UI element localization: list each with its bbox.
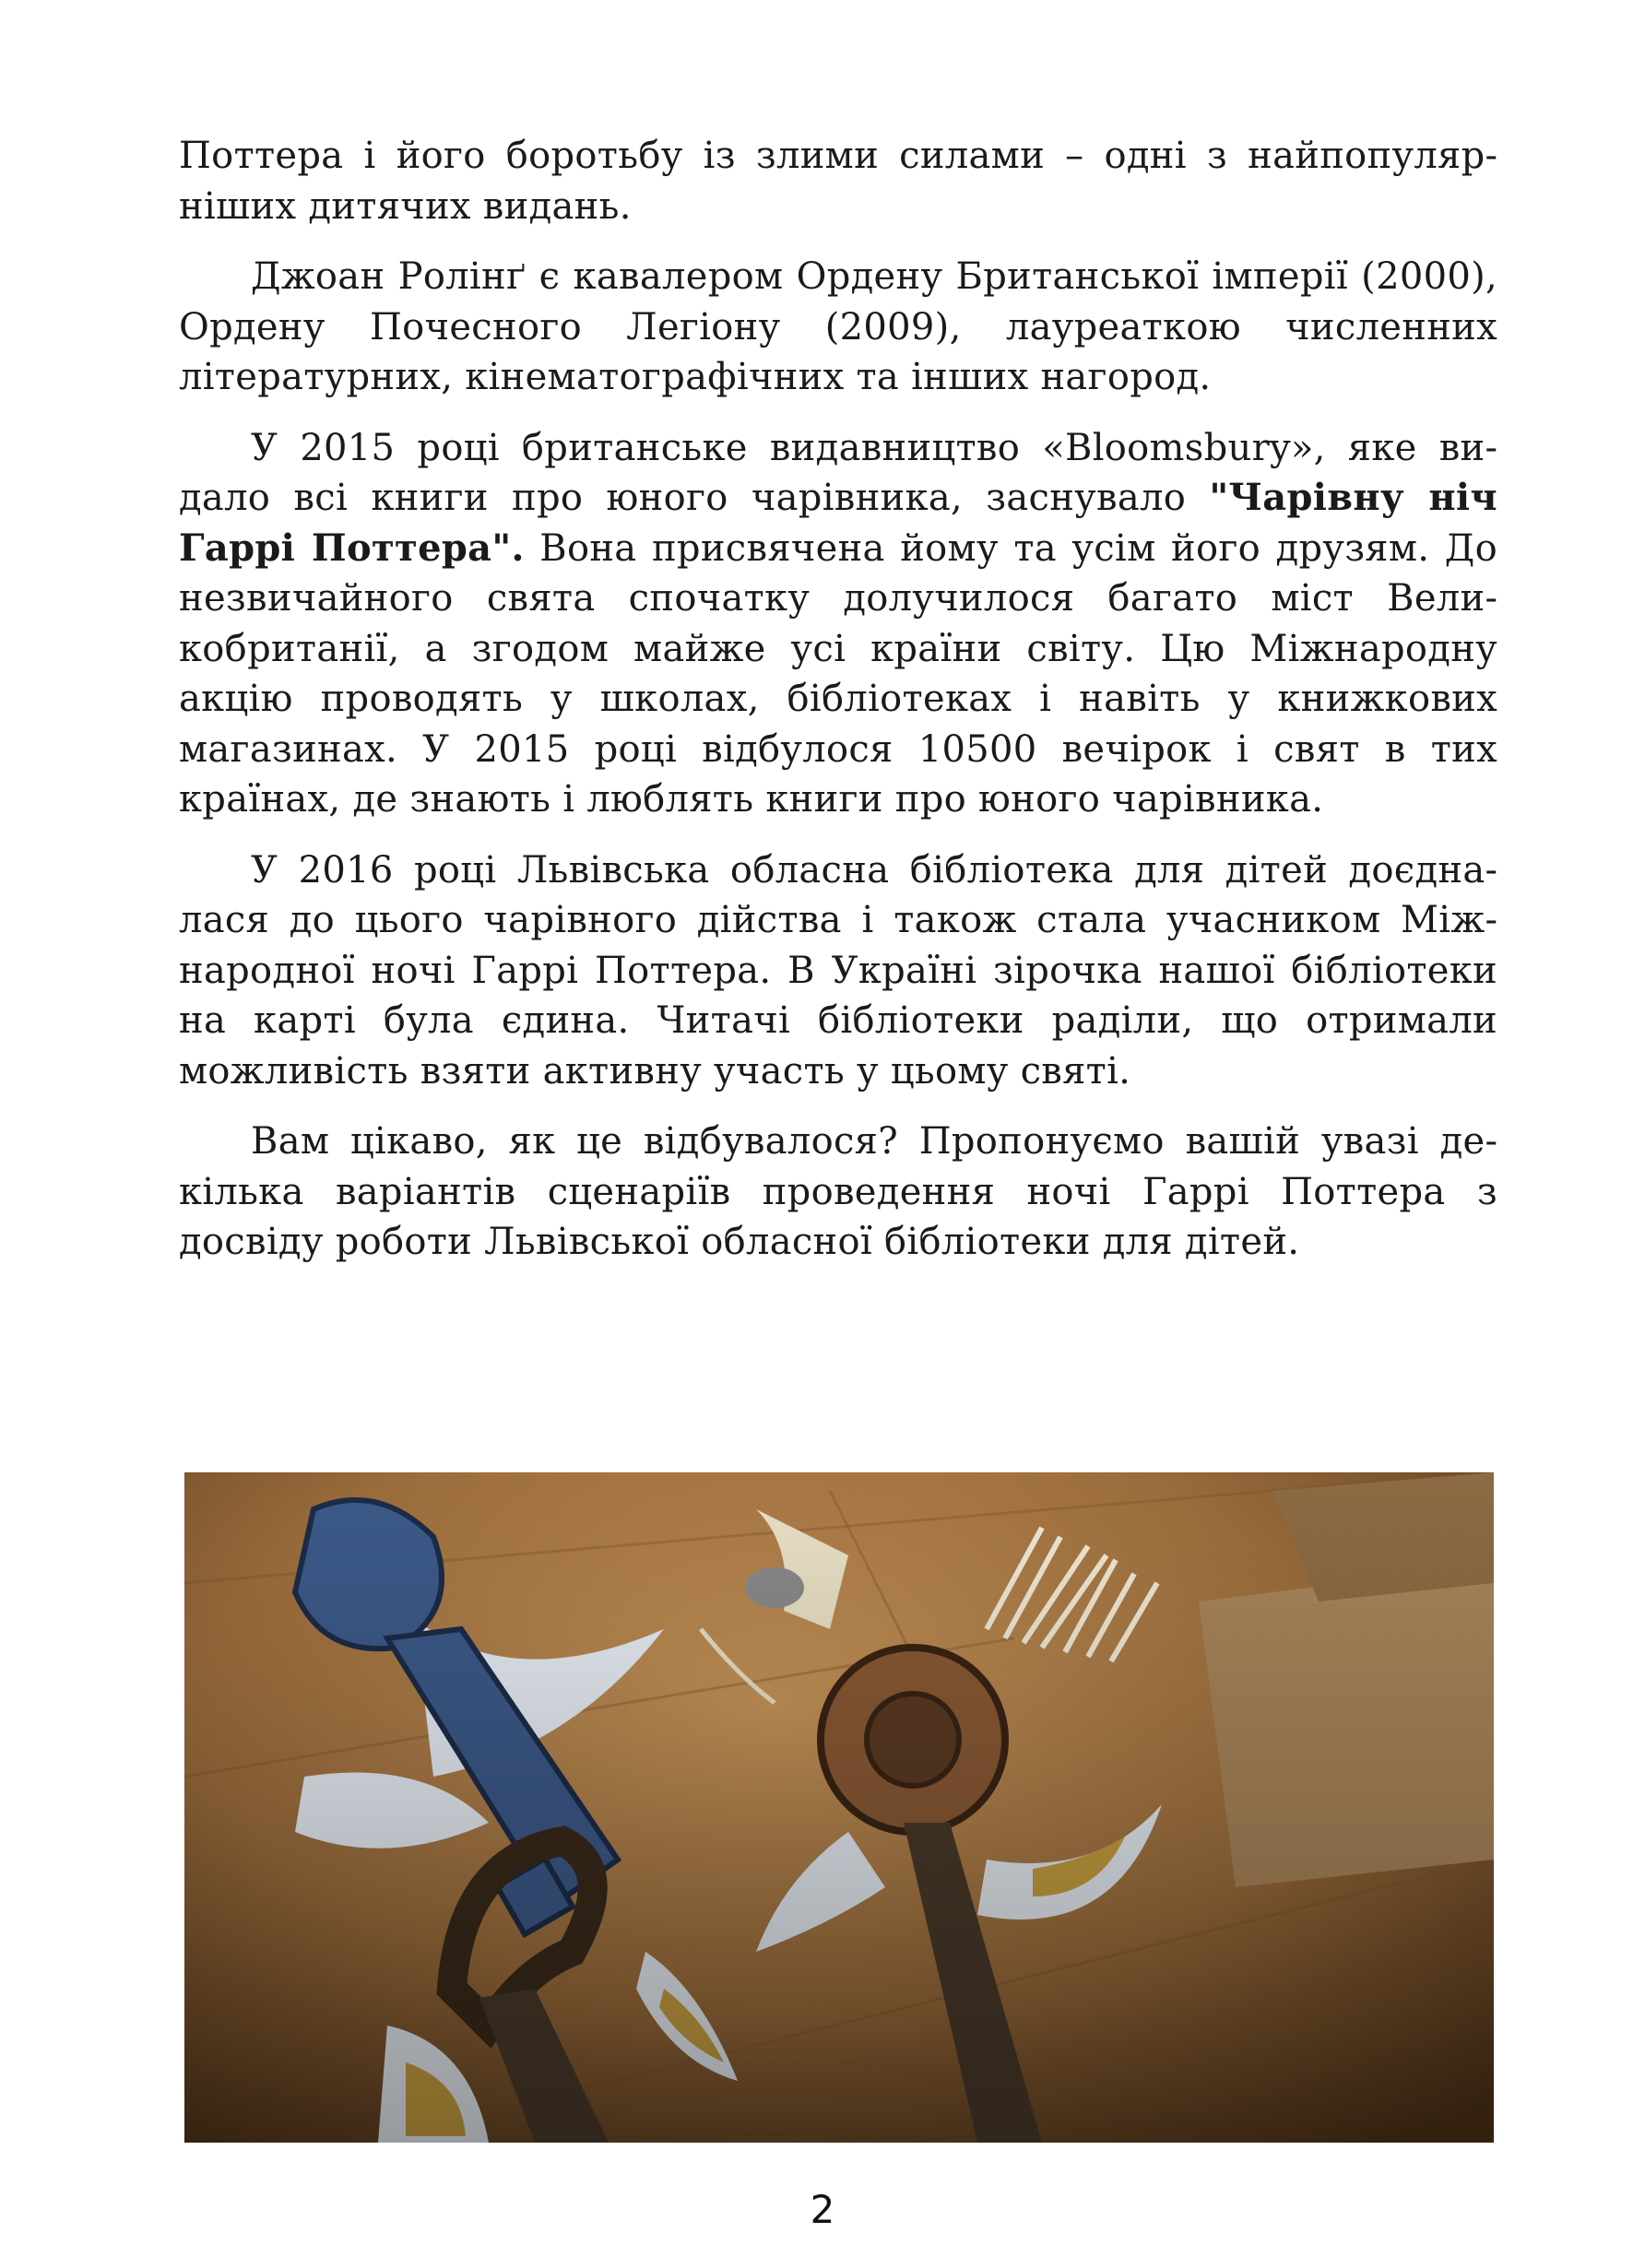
paragraph-3 [179, 423, 1497, 825]
body-text [179, 131, 1497, 1288]
paragraph-1: Поттера і його боротьбу із злими силами – одні з найпопулярніших дитячих видань. [179, 135, 1497, 228]
paragraph-4: У 2016 році Львівська обласна бібліотека для дітей доєдналася до цього чарівного дійства і також стала учасником Міжнародної ночі Гаррі Поттера. В Україні зірочка нашої бібліотеки на карті була єдина. Читачі бібліотеки раділи, що отримали можливість взяти активну участь у цьому святі. [179, 848, 1497, 1093]
paragraph-2: Джоан Ролінґ є кавалером Ордену Британської імперії (2000), Ордену Почесного Легіону (2009), лауреаткою численних літературних, кінематографічних та інших нагород. [179, 255, 1497, 398]
paragraph-3-after: Вона присвячена йому та усім його друзям. До незвичайного свята спочатку долучилося багато міст Великобританії, а згодом майже усі країни світу. Цю Міжнародну акцію проводять у школах, бібліотеках і навіть у книжкових магазинах. У 2015 році відбулося 10500 вечірок і свят в тих країнах, де знають і люблять книги про юного чарівника. [179, 526, 1497, 821]
paragraph-5: Вам цікаво, як це відбувалося? Пропонуємо вашій увазі декілька варіантів сценаріїв проведення ночі Гаррі Поттера з досвіду роботи Львівської обласної бібліотеки для дітей. [179, 1120, 1497, 1263]
page-number: 2 [810, 2187, 835, 2232]
paragraph-3-before: У 2015 році британське видавництво «Bloomsbury», яке видало всі книги про юного чарівника, заснувало [179, 426, 1497, 519]
photo-winged-keys [184, 1472, 1494, 2143]
photo-illustration [184, 1472, 1494, 2143]
paragraph-3-bold-title: "Чарівну ніч Гаррі Поттера". [179, 476, 1497, 570]
